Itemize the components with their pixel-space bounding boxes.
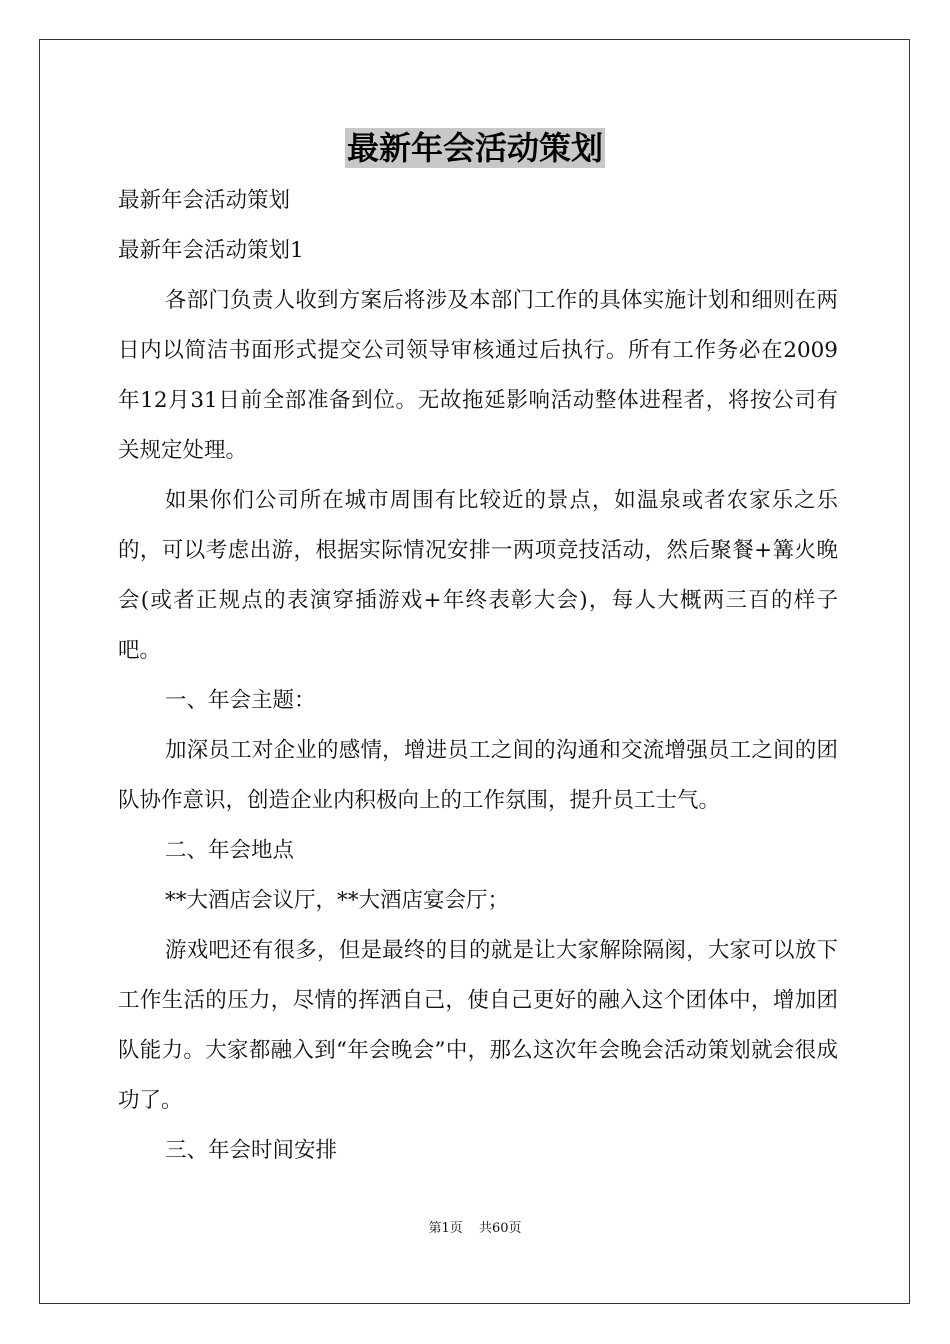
page-total: 共60页 <box>478 1221 522 1236</box>
heading-location: 二、年会地点 <box>165 838 295 863</box>
page-footer <box>0 1217 950 1236</box>
document-body <box>118 176 838 1176</box>
heading-schedule: 三、年会时间安排 <box>165 1138 338 1163</box>
paragraph-theme: 加深员工对企业的感情，增进员工之间的沟通和交流增强员工之间的团队协作意识，创造企业内积极向上的工作氛围，提升员工士气。 <box>118 738 838 813</box>
title-container <box>0 128 950 168</box>
document-title: 最新年会活动策划 <box>346 129 603 167</box>
page-number: 第1页 <box>428 1221 463 1236</box>
paragraph-games: 游戏吧还有很多，但是最终的目的就是让大家解除隔阂，大家可以放下工作生活的压力，尽情的挥洒自己，使自己更好的融入这个团体中，增加团队能力。大家都融入到“年会晚会”中，那么这次年会晚会活动策划就会很成功了。 <box>118 938 838 1113</box>
paragraph-location: **大酒店会议厅，**大酒店宴会厅； <box>165 888 510 913</box>
paragraph-outing: 如果你们公司所在城市周围有比较近的景点，如温泉或者农家乐之乐的，可以考虑出游，根据实际情况安排一两项竞技活动，然后聚餐+篝火晚会(或者正规点的表演穿插游戏+年终表彰大会)，每人大概两三百的样子吧。 <box>118 488 838 663</box>
paragraph-submission: 各部门负责人收到方案后将涉及本部门工作的具体实施计划和细则在两日内以简洁书面形式提交公司领导审核通过后执行。所有工作务必在2009年12月31日前全部准备到位。无故拖延影响活动整体进程者，将按公司有关规定处理。 <box>118 288 838 463</box>
section-heading: 最新年会活动策划1 <box>118 238 304 263</box>
document-subtitle: 最新年会活动策划 <box>118 188 291 213</box>
heading-theme: 一、年会主题： <box>165 688 316 713</box>
